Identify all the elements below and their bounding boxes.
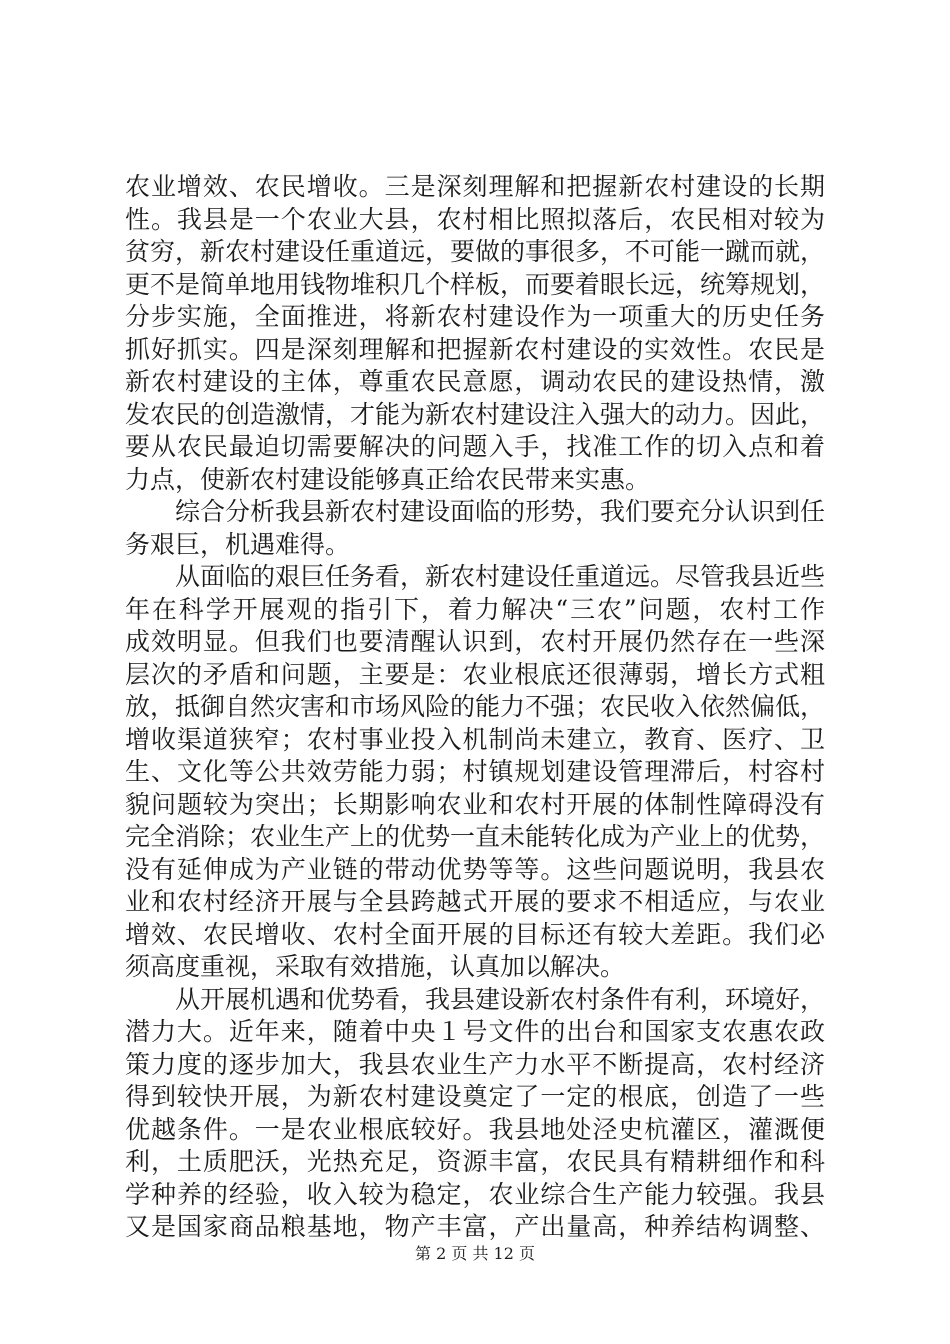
text-line: 又是国家商品粮基地，物产丰富，产出量高，种养结构调整、 bbox=[125, 1212, 825, 1241]
text-line: 更不是简单地用钱物堆积几个样板，而要着眼长远，统筹规划， bbox=[125, 269, 825, 299]
text-line: 须高度重视，采取有效措施，认真加以解决。 bbox=[125, 952, 626, 981]
text-line: 综合分析我县新农村建设面临的形势，我们要充分认识到任 bbox=[175, 497, 825, 526]
text-line: 农业增效、农民增收。三是深刻理解和把握新农村建设的长期 bbox=[125, 172, 825, 201]
text-line: 贫穷，新农村建设任重道远，要做的事很多，不可能一蹴而就， bbox=[125, 237, 825, 266]
text-line: 力点，使新农村建设能够真正给农民带来实惠。 bbox=[125, 464, 651, 494]
text-line: 分步实施，全面推进，将新农村建设作为一项重大的历史任务 bbox=[125, 302, 825, 331]
text-line: 学种养的经验，收入较为稳定，农业综合生产能力较强。我县 bbox=[125, 1179, 825, 1209]
paragraph bbox=[125, 984, 825, 1244]
text-line: 务艰巨，机遇难得。 bbox=[125, 529, 351, 559]
text-line: 从面临的艰巨任务看，新农村建设任重道远。尽管我县近些 bbox=[175, 562, 825, 591]
paragraph bbox=[125, 561, 825, 984]
text-line: 业和农村经济开展与全县跨越式开展的要求不相适应，与农业 bbox=[125, 887, 825, 916]
text-line: 层次的矛盾和问题，主要是：农业根底还很薄弱，增长方式粗 bbox=[125, 659, 825, 689]
text-line: 从开展机遇和优势看，我县建设新农村条件有利，环境好， bbox=[175, 984, 825, 1014]
text-line: 成效明显。但我们也要清醒认识到，农村开展仍然存在一些深 bbox=[125, 627, 825, 656]
text-line: 生、文化等公共效劳能力弱；村镇规划建设管理滞后，村容村 bbox=[125, 757, 825, 786]
text-line: 要从农民最迫切需要解决的问题入手，找准工作的切入点和着 bbox=[125, 432, 825, 461]
text-line: 性。我县是一个农业大县，农村相比照拟落后，农民相对较为 bbox=[125, 204, 825, 234]
text-line: 策力度的逐步加大，我县农业生产力水平不断提高，农村经济 bbox=[125, 1049, 825, 1079]
text-line: 放，抵御自然灾害和市场风险的能力不强；农民收入依然偏低， bbox=[125, 692, 825, 721]
text-line: 增收渠道狭窄；农村事业投入机制尚未建立，教育、医疗、卫 bbox=[125, 724, 825, 754]
text-line: 新农村建设的主体，尊重农民意愿，调动农民的建设热情，激 bbox=[125, 367, 825, 396]
paragraph bbox=[125, 171, 825, 496]
text-line: 发农民的创造激情，才能为新农村建设注入强大的动力。因此， bbox=[125, 399, 825, 429]
text-line: 完全消除；农业生产上的优势一直未能转化成为产业上的优势， bbox=[125, 822, 825, 851]
document-body bbox=[125, 171, 825, 1244]
text-line: 增效、农民增收、农村全面开展的目标还有较大差距。我们必 bbox=[125, 919, 825, 949]
page-footer: 第 2 页 共 12 页 bbox=[415, 1244, 535, 1263]
text-line: 抓好抓实。四是深刻理解和把握新农村建设的实效性。农民是 bbox=[125, 334, 825, 364]
text-line: 优越条件。一是农业根底较好。我县地处泾史杭灌区，灌溉便 bbox=[125, 1114, 825, 1144]
text-line: 利，土质肥沃，光热充足，资源丰富，农民具有精耕细作和科 bbox=[125, 1147, 825, 1176]
text-line: 年在科学开展观的指引下，着力解决“三农”问题，农村工作 bbox=[125, 594, 825, 624]
text-line: 貌问题较为突出；长期影响农业和农村开展的体制性障碍没有 bbox=[125, 789, 825, 819]
text-line: 潜力大。近年来，随着中央１号文件的出台和国家支农惠农政 bbox=[125, 1017, 825, 1046]
text-line: 得到较快开展，为新农村建设奠定了一定的根底，创造了一些 bbox=[125, 1082, 825, 1111]
paragraph bbox=[125, 496, 825, 561]
text-line: 没有延伸成为产业链的带动优势等等。这些问题说明，我县农 bbox=[125, 854, 825, 884]
